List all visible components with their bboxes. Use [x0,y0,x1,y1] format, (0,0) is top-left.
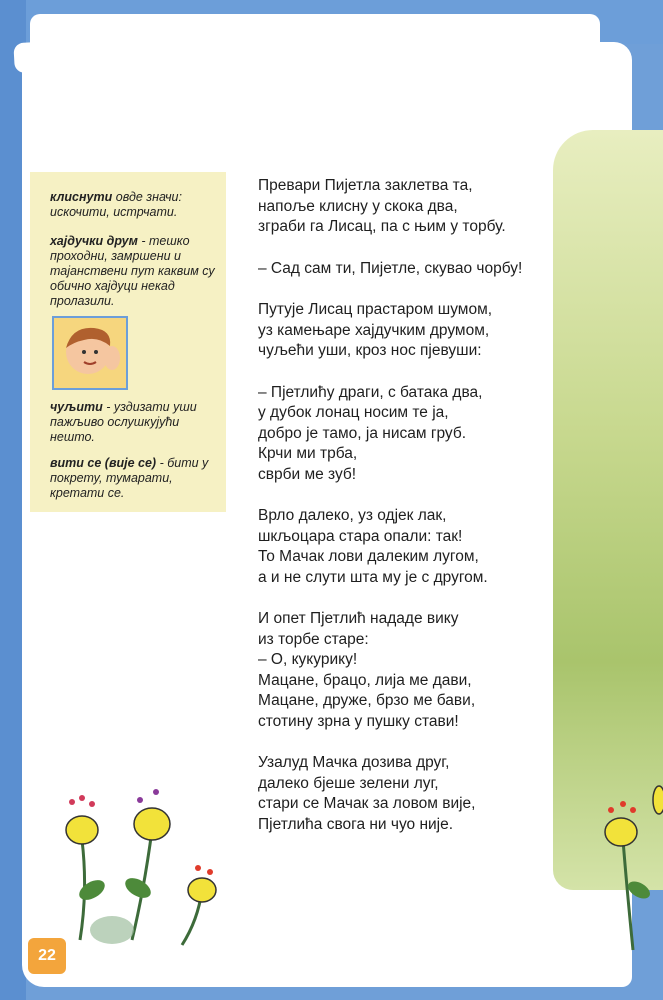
gloss-term: клиснути [50,190,113,204]
gloss-definition: - уздизати уши пажљиво ослушкујући нешто. [50,400,197,444]
gloss-entry [50,190,220,220]
poem-line: Мацане, друже, брзо ме бави, [258,692,476,709]
gloss-entry [50,234,220,309]
top-border [0,0,663,44]
poem-line: стотину зрна у пушку стави! [258,712,459,730]
poem-line: сврби ме зуб! [258,465,357,483]
gloss-entry [50,400,220,445]
poem-stanza [258,609,588,732]
poem-line: Врло далеко, уз одјек лак, [258,507,447,524]
gloss-definition: - тешко проходни, замршени и тајанствени пут каквим су обично хајдуци некад пролазили. [50,234,215,308]
poem-line: То Мачак лови далеким лугом, [258,548,479,565]
poem-line: чуљећи уши, кроз нос пјевуши: [258,342,482,359]
gloss-term: чуљити [50,400,103,414]
poem-line: добро је тамо, ја нисам груб. [258,424,467,442]
poem-line: – О, кукурику! [258,651,358,668]
flowers-illustration [52,780,232,950]
gloss-entry [50,456,220,501]
poem-line: стари се Мачак за ловом вије, [258,795,476,812]
poem-line: из торбе старе: [258,630,369,648]
poem-line: И опет Пјетлић нададе вику [258,610,459,627]
poem-line: а и не слути шта му је с другом. [258,568,488,586]
poem-stanza [258,506,588,588]
poem-line: Узалуд Мачка дозива друг, [258,754,450,771]
page-number: 22 [28,938,66,974]
poem-line: Пјетлића свога ни чуо није. [258,815,454,833]
poem-line: – Пјетлићу драги, с батака два, [258,383,483,401]
poem-line: напоље клисну у скока два, [258,197,458,215]
poem-stanza [258,176,588,238]
poem-line: шкљоцара стара опали: так! [258,527,463,545]
gloss-definition: овде значи: искочити, истрчати. [50,190,182,219]
poem [258,176,588,856]
poem-stanza [258,259,588,280]
gloss-definition: - бити у покрету, тумарати, кретати се. [50,456,209,500]
boy-illustration [52,316,128,390]
poem-line: Крчи ми трба, [258,445,358,462]
gloss-term: вити се (вије се) [50,456,157,470]
poem-line: Превари Пијетла заклетва та, [258,177,473,194]
flowers-right-illustration [593,780,663,960]
poem-line: Путује Лисац прастаром шумом, [258,301,493,318]
poem-line: уз камењаре хајдучким друмом, [258,321,490,339]
poem-line: далеко бјеше зелени луг, [258,774,439,792]
glossary-sidebar [30,172,226,512]
poem-stanza [258,383,588,486]
poem-line: у дубок лонац носим те ја, [258,404,449,421]
poem-line: – Сад сам ти, Пијетле, скувао чорбу! [258,259,523,277]
gloss-term: хајдучки друм [50,234,138,248]
poem-stanza [258,300,588,362]
poem-line: Мацане, брацо, лија ме дави, [258,671,472,689]
poem-stanza [258,753,588,835]
poem-line: зграби га Лисац, па с њим у торбу. [258,218,506,235]
